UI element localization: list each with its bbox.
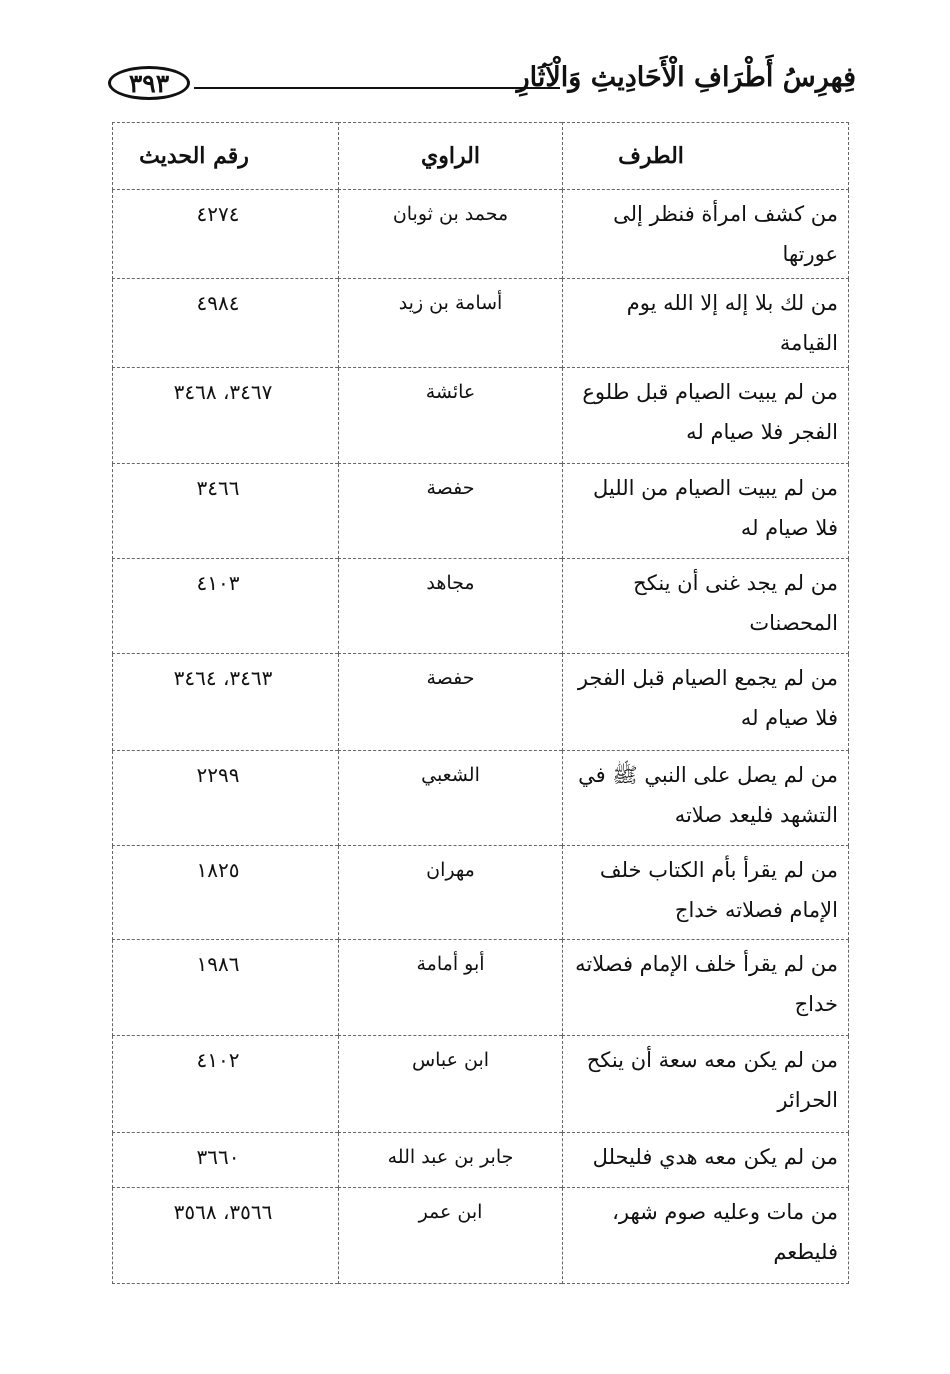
tarf-cell: من لم يجمع الصيام قبل الفجر فلا صيام له <box>563 654 849 751</box>
rawi-cell: الشعبي <box>339 751 563 846</box>
page-header <box>108 62 856 110</box>
table-row <box>113 846 849 940</box>
tarf-cell: من لم يقرأ بأم الكتاب خلف الإمام فصلاته خداج <box>563 846 849 940</box>
rawi-cell: جابر بن عبد الله <box>339 1133 563 1188</box>
number-cell <box>113 559 339 654</box>
number-cell <box>113 1188 339 1284</box>
page-number: ٣٩٣ <box>128 68 170 98</box>
tarf-cell: من كشف امرأة فنظر إلى عورتها <box>563 190 849 279</box>
rawi-cell: مهران <box>339 846 563 940</box>
number-cell <box>113 464 339 559</box>
hadith-number: ٣٤٦٦ <box>196 476 240 500</box>
hadith-number: ٤١٠٢ <box>196 1048 240 1072</box>
number-cell <box>113 751 339 846</box>
number-cell <box>113 1133 339 1188</box>
tarf-cell: من لم يقرأ خلف الإمام فصلاته خداج <box>563 940 849 1036</box>
number-cell <box>113 654 339 751</box>
number-cell <box>113 368 339 464</box>
rawi-cell: أبو أمامة <box>339 940 563 1036</box>
table-row <box>113 279 849 368</box>
hadith-number: ٣٦٦٠ <box>196 1145 240 1169</box>
number-cell <box>113 190 339 279</box>
rawi-cell: أسامة بن زيد <box>339 279 563 368</box>
number-cell <box>113 279 339 368</box>
hadith-number: ٤١٠٣ <box>196 571 240 595</box>
tarf-cell: من لم يكن معه سعة أن ينكح الحرائر <box>563 1036 849 1133</box>
number-cell <box>113 1036 339 1133</box>
tarf-cell: من لم يبيت الصيام من الليل فلا صيام له <box>563 464 849 559</box>
table-row <box>113 1133 849 1188</box>
rawi-cell: عائشة <box>339 368 563 464</box>
page-number-badge <box>108 66 190 100</box>
table-row <box>113 940 849 1036</box>
table-header-row <box>113 123 849 190</box>
table-row <box>113 1188 849 1284</box>
table-row <box>113 190 849 279</box>
hadith-number: ١٨٢٥ <box>196 858 240 882</box>
column-header-number: رقم الحديث <box>113 123 339 190</box>
rawi-cell: حفصة <box>339 654 563 751</box>
hadith-number: ١٩٨٦ <box>196 952 240 976</box>
table-row <box>113 464 849 559</box>
table-row <box>113 559 849 654</box>
table-row <box>113 1036 849 1133</box>
hadith-number: ٤٢٧٤ <box>196 202 240 226</box>
hadith-number: ٤٩٨٤ <box>196 291 240 315</box>
tarf-cell: من لم يبيت الصيام قبل طلوع الفجر فلا صيام له <box>563 368 849 464</box>
rawi-cell: حفصة <box>339 464 563 559</box>
table-row <box>113 654 849 751</box>
hadith-index-table <box>112 122 849 1284</box>
rawi-cell: مجاهد <box>339 559 563 654</box>
column-header-tarf: الطرف <box>563 123 849 190</box>
table-row <box>113 368 849 464</box>
hadith-number: ٣٥٦٦، ٣٥٦٨ <box>173 1200 273 1224</box>
tarf-cell: من مات وعليه صوم شهر، فليطعم <box>563 1188 849 1284</box>
table-row <box>113 751 849 846</box>
rawi-cell: ابن عباس <box>339 1036 563 1133</box>
column-header-rawi: الراوي <box>339 123 563 190</box>
rawi-cell: محمد بن ثوبان <box>339 190 563 279</box>
tarf-cell: من لم يصل على النبي ﷺ في التشهد فليعد صلاته <box>563 751 849 846</box>
hadith-number: ٢٢٩٩ <box>196 763 240 787</box>
tarf-cell: من لم يجد غنى أن ينكح المحصنات <box>563 559 849 654</box>
number-cell <box>113 940 339 1036</box>
number-cell <box>113 846 339 940</box>
hadith-number: ٣٤٦٧، ٣٤٦٨ <box>173 380 273 404</box>
tarf-cell: من لم يكن معه هدي فليحلل <box>563 1133 849 1188</box>
hadith-number: ٣٤٦٣، ٣٤٦٤ <box>173 666 273 690</box>
header-rule <box>194 87 560 89</box>
tarf-cell: من لك بلا إله إلا الله يوم القيامة <box>563 279 849 368</box>
running-title: فِهرِسُ أَطْرَافِ الْأَحَادِيثِ وَالْآثَارِ <box>516 62 856 93</box>
rawi-cell: ابن عمر <box>339 1188 563 1284</box>
